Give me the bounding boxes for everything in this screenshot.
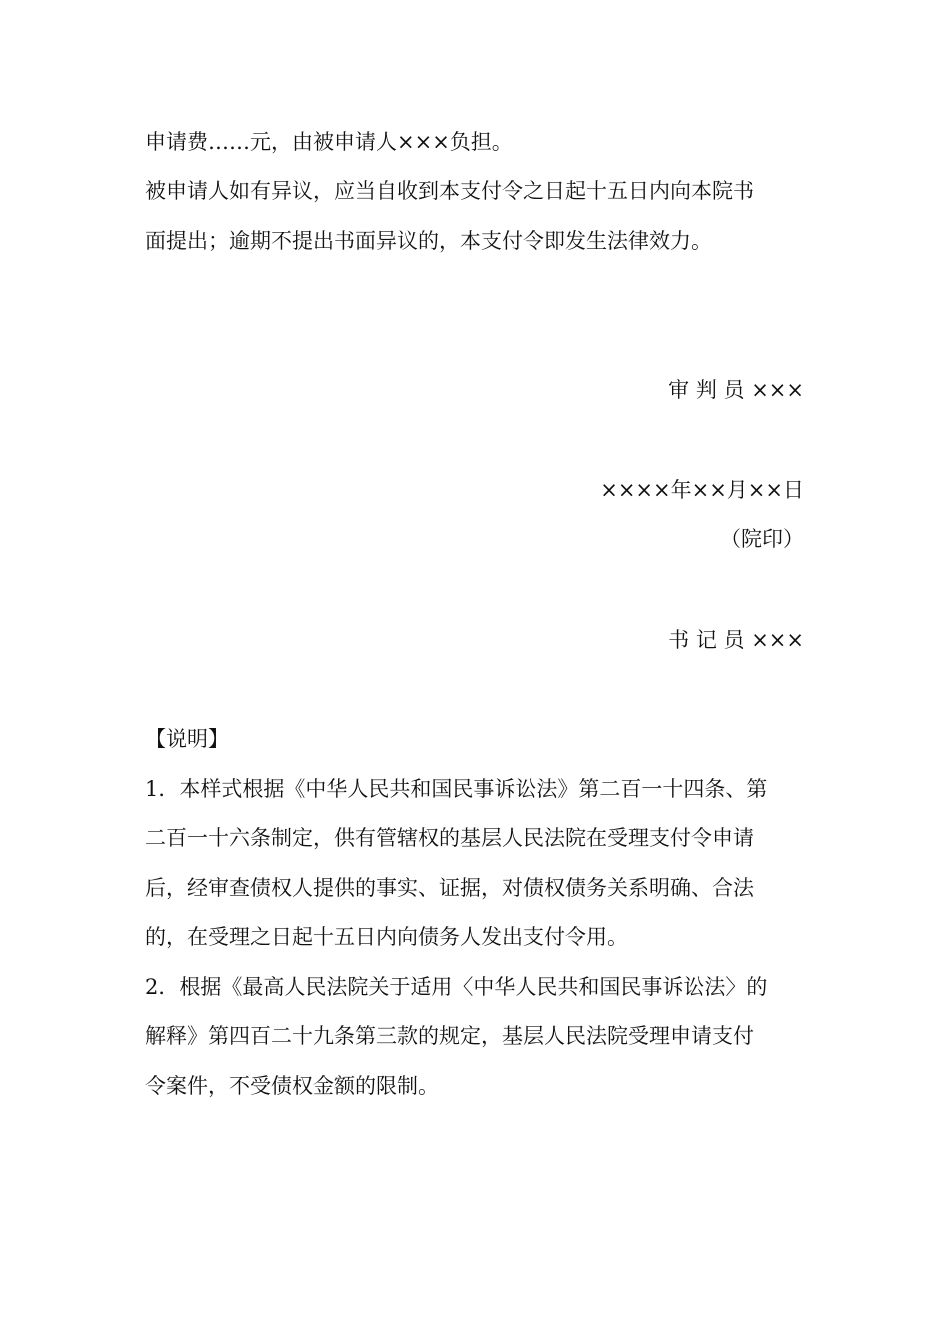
note1-line2: 二百一十六条制定，供有管辖权的基层人民法院在受理支付令申请 [145,826,754,850]
court-seal: （院印） [720,527,804,551]
fee-line: 申请费……元，由被申请人×××负担。 [145,130,513,154]
objection-line-1: 被申请人如有异议，应当自收到本支付令之日起十五日内向本院书 [145,179,754,203]
note2-line3: 令案件，不受债权金额的限制。 [145,1074,439,1098]
note1-line1: 1．本样式根据《中华人民共和国民事诉讼法》第二百一十四条、第 [145,777,768,801]
note1-line3: 后，经审查债权人提供的事实、证据，对债权债务关系明确、合法 [145,876,754,900]
judge-signature: 审 判 员 ××× [668,378,804,402]
note2-line2: 解释》第四百二十九条第三款的规定，基层人民法院受理申请支付 [145,1024,754,1048]
notes-heading: 【说明】 [145,727,229,751]
note1-line4: 的，在受理之日起十五日内向债务人发出支付令用。 [145,925,628,949]
objection-line-2: 面提出；逾期不提出书面异议的，本支付令即发生法律效力。 [145,229,712,253]
clerk-signature: 书 记 员 ××× [668,628,804,652]
note2-line1: 2．根据《最高人民法院关于适用〈中华人民共和国民事诉讼法〉的 [145,975,768,999]
date-line: ××××年××月××日 [600,478,804,502]
